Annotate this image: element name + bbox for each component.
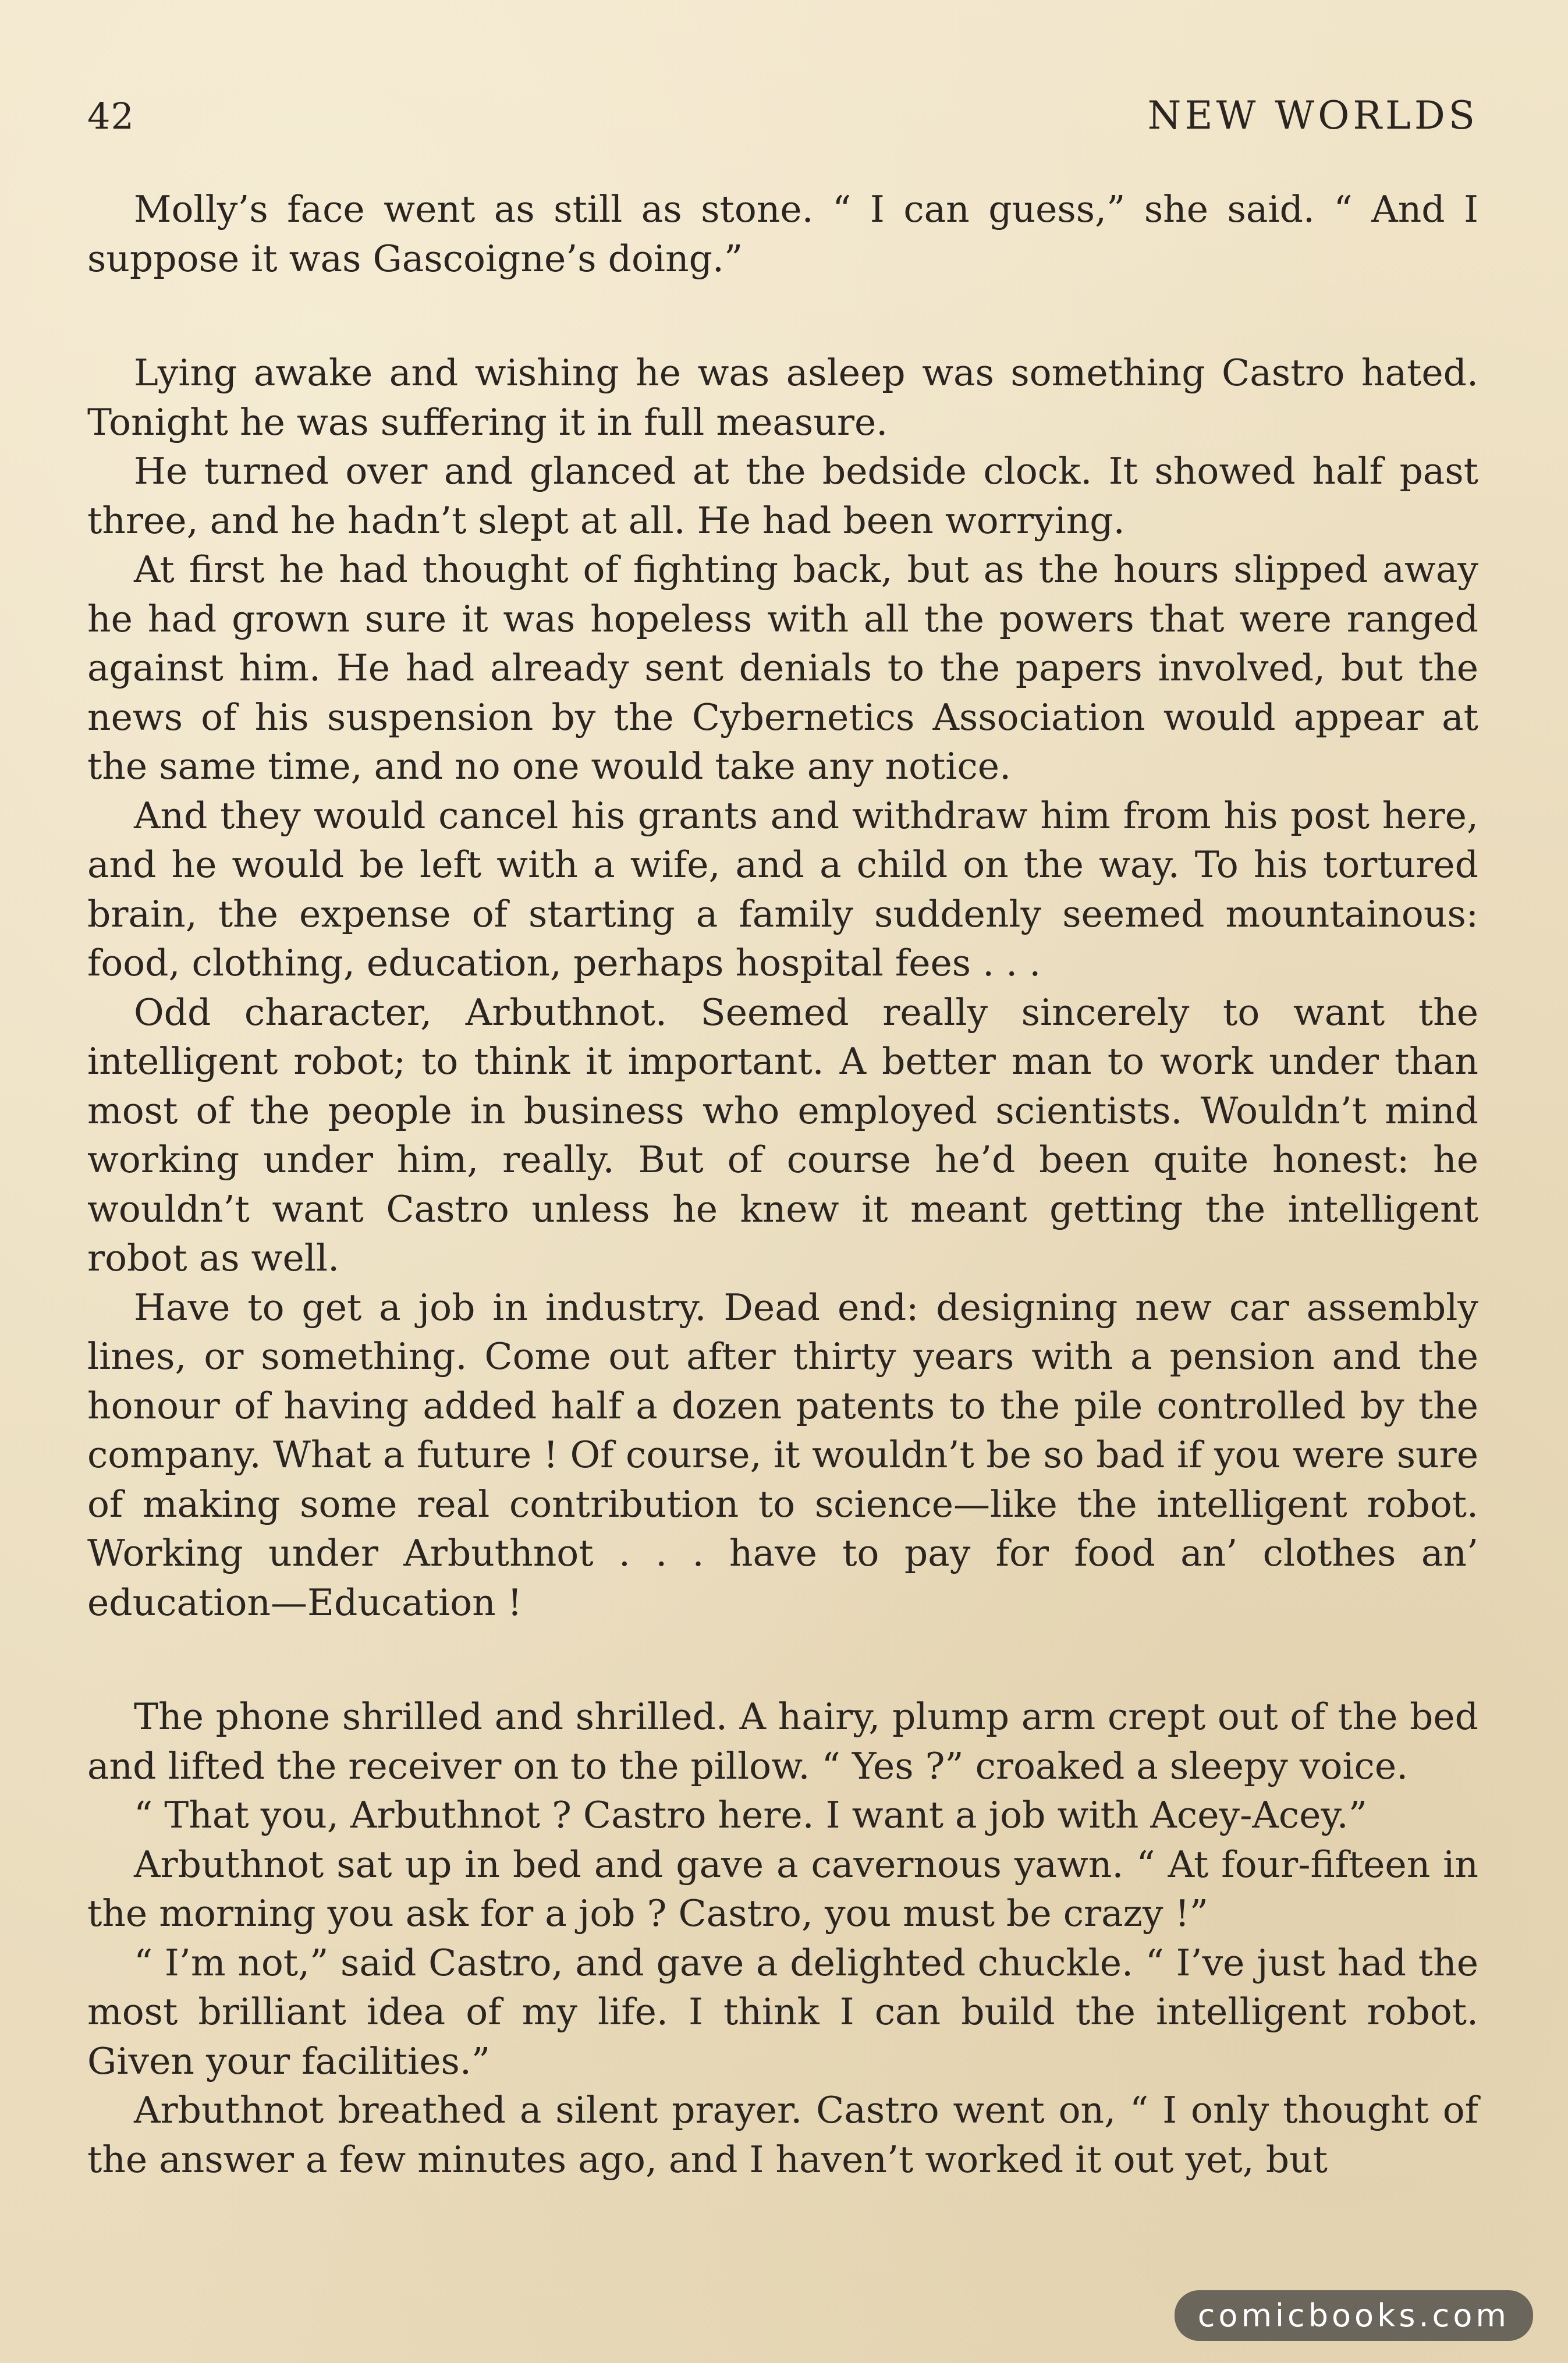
page-number: 42 bbox=[87, 95, 134, 137]
body-text bbox=[87, 185, 1478, 2184]
paragraph: Odd character, Arbuthnot. Seemed really sincerely to want the intelligent robot; to think it important. A better man to work under than most of the people in business who employed scientists. Wouldn’t mind working under him, really. But of course he’d been quite honest: he wouldn’t want Castro unless he knew it meant getting the intelligent robot as well. bbox=[87, 991, 1478, 1279]
paragraph: And they would cancel his grants and withdraw him from his post here, and he would be left with a wife, and a child on the way. To his tortured brain, the expense of starting a family suddenly seemed mountainous: food, clothing, education, perhaps hospital fees . . . bbox=[87, 794, 1478, 984]
running-head bbox=[87, 93, 1478, 151]
paragraph: Arbuthnot breathed a silent prayer. Castro went on, “ I only thought of the answer a few minutes ago, and I haven’t worked it out yet, but bbox=[87, 2089, 1478, 2181]
paragraph: “ I’m not,” said Castro, and gave a delighted chuckle. “ I’ve just had the most brilliant idea of my life. I think I can build the intelligent robot. Given your facilities.” bbox=[87, 1941, 1478, 2082]
paragraph: The phone shrilled and shrilled. A hairy, plump arm crept out of the bed and lifted the receiver on to the pillow. “ Yes ?” croaked a sleepy voice. bbox=[87, 1695, 1478, 1787]
watermark: comicbooks.com bbox=[1175, 2290, 1533, 2341]
paragraph: At first he had thought of fighting back, but as the hours slipped away he had grown sure it was hopeless with all the powers that were ranged against him. He had already sent denials to the papers involved, but the news of his suspension by the Cybernetics Association would appear at the same time, and no one would take any notice. bbox=[87, 548, 1478, 787]
paragraph: Have to get a job in industry. Dead end: designing new car assembly lines, or something. Come out after thirty years with a pension and the honour of having added half a dozen patents to the pile controlled by the company. What a future ! Of course, it wouldn’t be so bad if you were sure of making some real contribution to science—like the intelligent robot. Working under Arbuthnot . . . have to pay for food an’ clothes an’ education—Education ! bbox=[87, 1286, 1478, 1624]
paragraph: “ That you, Arbuthnot ? Castro here. I want a job with Acey-Acey.” bbox=[134, 1794, 1367, 1836]
running-title: NEW WORLDS bbox=[1147, 93, 1478, 138]
paragraph: Molly’s face went as still as stone. “ I can guess,” she said. “ And I suppose it was Gascoigne’s doing.” bbox=[87, 188, 1478, 280]
paragraph: Lying awake and wishing he was asleep was something Castro hated. Tonight he was suffering it in full measure. bbox=[87, 352, 1478, 443]
paragraph: Arbuthnot sat up in bed and gave a cavernous yawn. “ At four-fifteen in the morning you ask for a job ? Castro, you must be crazy !” bbox=[87, 1843, 1478, 1935]
paragraph: He turned over and glanced at the bedside clock. It showed half past three, and he hadn’t slept at all. He had been worrying. bbox=[87, 450, 1478, 542]
